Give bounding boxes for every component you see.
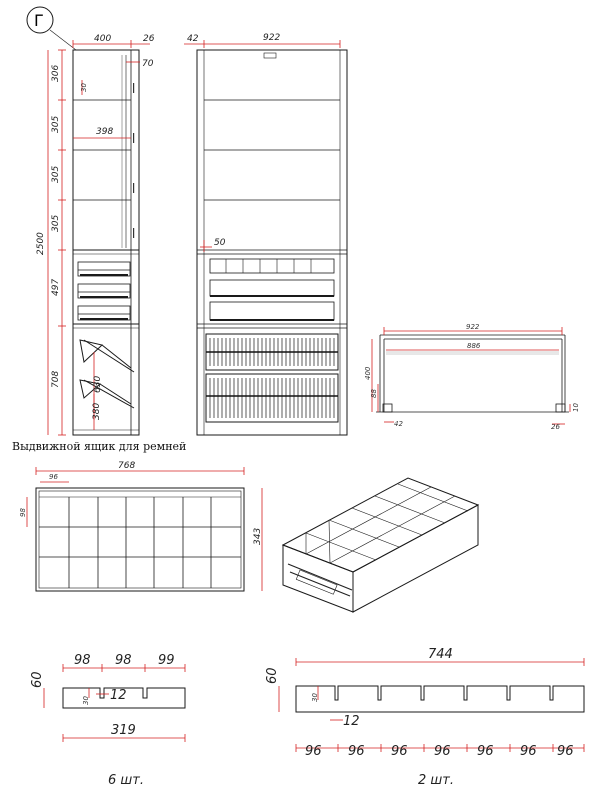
dim-306: 306 — [51, 64, 61, 82]
dim-30-short: 30 — [82, 696, 90, 705]
seg-96-2: 96 — [348, 744, 365, 759]
dim-2500: 2500 — [36, 232, 46, 255]
dim-12-short: 12 — [110, 688, 127, 703]
seg-98-b: 98 — [115, 653, 132, 668]
drawer-plan — [36, 488, 244, 591]
dim-630: 630 — [93, 375, 103, 393]
dim-343: 343 — [253, 527, 263, 545]
dim-10: 10 — [572, 403, 580, 412]
dim-305-c: 305 — [51, 214, 61, 232]
dim-768: 768 — [118, 461, 136, 471]
dim-26: 26 — [143, 34, 155, 44]
partition-long-dims — [265, 647, 584, 759]
dim-497: 497 — [51, 278, 61, 296]
dim-70: 70 — [142, 59, 154, 69]
dim-98-plan: 98 — [19, 508, 27, 517]
dim-398: 398 — [96, 127, 114, 137]
side-elevation — [73, 50, 139, 435]
dim-380: 380 — [92, 402, 102, 420]
seg-98-a: 98 — [74, 653, 91, 668]
seg-96-5: 96 — [477, 744, 494, 759]
dim-922-base: 922 — [466, 323, 480, 331]
dim-30: 30 — [80, 83, 88, 92]
seg-96-3: 96 — [391, 744, 408, 759]
dim-319: 319 — [111, 723, 136, 738]
dim-922-front: 922 — [263, 33, 281, 43]
dim-400: 400 — [94, 34, 112, 44]
dim-12-long: 12 — [343, 714, 360, 729]
dim-708: 708 — [51, 370, 61, 388]
dim-88: 88 — [370, 389, 378, 398]
seg-96-6: 96 — [520, 744, 537, 759]
dim-26-base: 26 — [551, 423, 560, 431]
dim-30-long: 30 — [311, 693, 319, 702]
qty-short: 6 шт. — [108, 773, 145, 788]
dim-744: 744 — [428, 647, 453, 662]
partition-short-dims — [30, 653, 185, 742]
dim-305-a: 305 — [51, 115, 61, 133]
dim-96-plan: 96 — [49, 473, 58, 481]
seg-96-4: 96 — [434, 744, 451, 759]
qty-long: 2 шт. — [418, 773, 455, 788]
seg-96-1: 96 — [305, 744, 322, 759]
drawer-isometric — [283, 478, 478, 612]
section-letter: Г — [34, 11, 44, 30]
partition-long — [296, 686, 584, 712]
dim-886: 886 — [467, 342, 481, 350]
dim-305-b: 305 — [51, 165, 61, 183]
dim-400-base: 400 — [364, 366, 372, 380]
seg-99: 99 — [158, 653, 175, 668]
side-elevation-dims — [36, 34, 155, 435]
section-marker — [27, 7, 76, 50]
belt-drawer-caption: Выдвижной ящик для ремней — [12, 440, 187, 453]
dim-42-base: 42 — [394, 420, 403, 428]
front-elevation-dims — [184, 33, 340, 252]
dim-60-long: 60 — [265, 667, 280, 684]
dim-50: 50 — [214, 238, 226, 248]
dim-60-short: 60 — [30, 671, 45, 688]
drawer-plan-dims — [19, 461, 263, 591]
dim-42: 42 — [187, 34, 199, 44]
seg-96-7: 96 — [557, 744, 574, 759]
